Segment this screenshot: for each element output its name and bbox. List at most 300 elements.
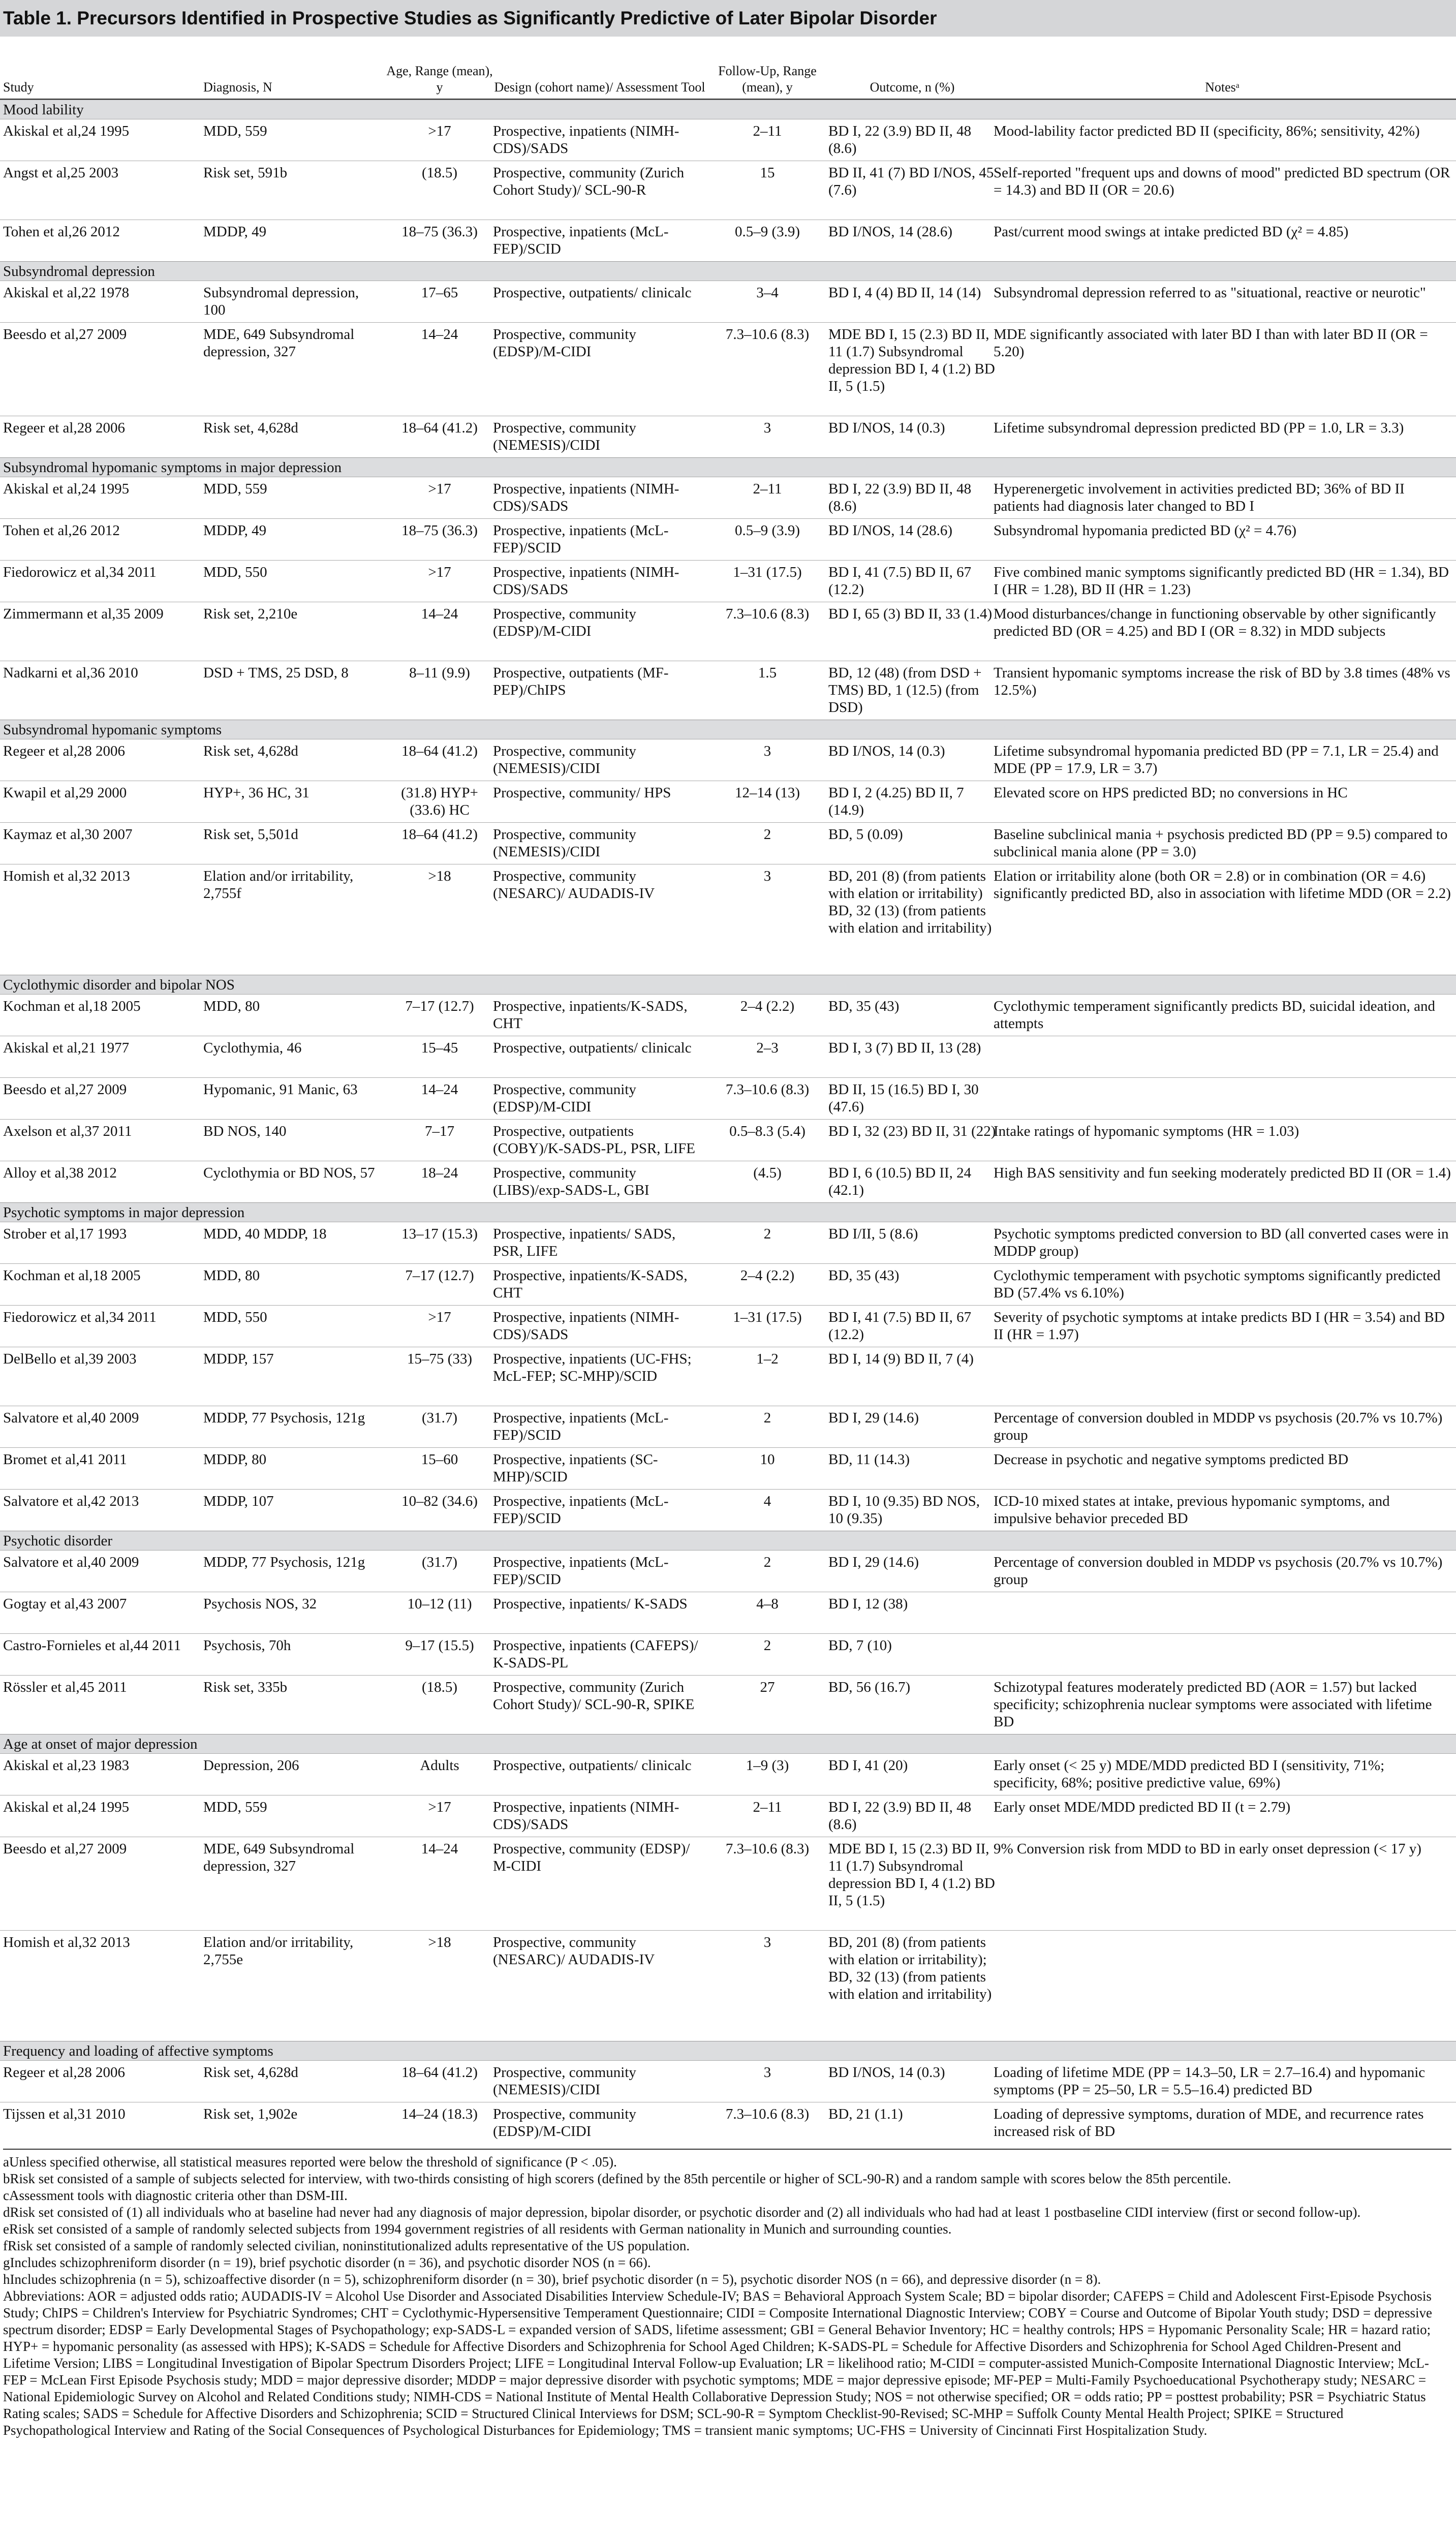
- cell-dx: MDD, 550: [203, 1309, 267, 1325]
- cell-age: 14–24: [421, 1081, 458, 1098]
- cell-dx: Elation and/or irritability, 2,755f: [203, 868, 354, 902]
- cell-study: Homish et al,32 2013: [3, 868, 130, 884]
- cell-fu: 3: [763, 743, 771, 759]
- footnote: dRisk set consisted of (1) all individuals who at baseline had never had any diagnosis of major depression, bipolar disorder, or psychotic disorder and (2) all individuals who had had at least 1 postbaseline CIDI interview (first or second follow-up).: [3, 2205, 1361, 2220]
- cell-design: Prospective, community (EDSP)/M-CIDI: [493, 326, 636, 360]
- cell-notes: Subsyndromal hypomania predicted BD (χ² = 4.76): [994, 522, 1297, 539]
- cell-study: Alloy et al,38 2012: [3, 1165, 117, 1181]
- cell-fu: 1–9 (3): [746, 1757, 789, 1774]
- table-row: [0, 822, 1456, 864]
- cell-dx: Depression, 206: [203, 1757, 299, 1774]
- cell-study: Fiedorowicz et al,34 2011: [3, 564, 157, 580]
- cell-dx: MDD, 559: [203, 481, 267, 497]
- cell-out: BD I/NOS, 14 (28.6): [828, 224, 953, 240]
- cell-notes: High BAS sensitivity and fun seeking moderately predicted BD II (OR = 1.4): [994, 1165, 1451, 1181]
- cell-age: 9–17 (15.5): [405, 1637, 474, 1654]
- cell-design: Prospective, inpatients (McL-FEP)/SCID: [493, 224, 669, 257]
- cell-notes: Lifetime subsyndromal depression predicted BD (PP = 1.0, LR = 3.3): [994, 420, 1404, 436]
- cell-fu: 2–4 (2.2): [740, 1267, 795, 1284]
- section-header: Subsyndromal hypomanic symptoms in major depression: [0, 457, 1456, 477]
- cell-age: 10–12 (11): [407, 1596, 472, 1612]
- cell-out: BD I, 41 (20): [828, 1757, 908, 1774]
- cell-age: >17: [428, 481, 451, 497]
- cell-design: Prospective, outpatients (COBY)/K-SADS-PL, PSR, LIFE: [493, 1123, 695, 1157]
- cell-notes: Mood disturbances/change in functioning observable by other significantly predicted BD (OR = 4.25) and BD I (OR = 8.32) in MDD subjects: [994, 606, 1436, 639]
- cell-notes: Intake ratings of hypomanic symptoms (HR = 1.03): [994, 1123, 1299, 1139]
- cell-age: 10–82 (34.6): [401, 1493, 478, 1509]
- cell-design: Prospective, outpatients/ clinicalc: [493, 285, 692, 301]
- cell-notes: Decrease in psychotic and negative symptoms predicted BD: [994, 1451, 1349, 1468]
- cell-fu: 15: [760, 165, 775, 181]
- cell-design: Prospective, inpatients (SC-MHP)/SCID: [493, 1451, 658, 1485]
- cell-study: Salvatore et al,40 2009: [3, 1554, 139, 1570]
- cell-dx: MDD, 550: [203, 564, 267, 580]
- cell-age: 14–24 (18.3): [401, 2106, 478, 2122]
- cell-notes: Baseline subclinical mania + psychosis predicted BD (PP = 9.5) compared to subclinical mania alone (PP = 3.0): [994, 826, 1448, 860]
- table-row: [0, 560, 1456, 602]
- cell-dx: MDE, 649 Subsyndromal depression, 327: [203, 1841, 355, 1874]
- cell-age: 7–17 (12.7): [405, 1267, 474, 1284]
- table-row: [0, 161, 1456, 220]
- cell-age: 18–64 (41.2): [401, 826, 478, 843]
- cell-out: BD, 201 (8) (from patients with elation or irritability) BD, 32 (13) (from patients with elation and irritability): [828, 868, 992, 936]
- section-header: Psychotic symptoms in major depression: [0, 1202, 1456, 1222]
- cell-design: Prospective, inpatients (NIMH-CDS)/SADS: [493, 564, 679, 598]
- cell-fu: 2–11: [753, 481, 782, 497]
- cell-design: Prospective, inpatients/K-SADS, CHT: [493, 1267, 688, 1301]
- cell-age: 7–17 (12.7): [405, 998, 474, 1014]
- cell-dx: MDDP, 77 Psychosis, 121g: [203, 1410, 365, 1426]
- cell-study: Akiskal et al,24 1995: [3, 481, 130, 497]
- footnote: Abbreviations: AOR = adjusted odds ratio; AUDADIS-IV = Alcohol Use Disorder and Associated Disabilities Interview Schedule-IV; BAS = Behavioral Approach System Scale; BD = bipolar disorder; CAFEPS = Child and Adolescent First-Episode Psychosis Study; ChIPS = Children's Interview for Psychiatric Syndromes; CHT = Cyclothymic-Hypersensitive Temperament Questionnaire; CIDI = Composite International Diagnostic Interview; COBY = Course and Outcome of Bipolar Youth study; DSD = depressive spectrum disorder; EDSP = Early Developmental Stages of Psychopathology; exp-SADS-L = expanded version of SADS, lifetime assessment; GBI = General Behavior Inventory; HC = healthy controls; HPS = Hypomanic Personality Scale; HR = hazard ratio; HYP+ = hypomanic personality (as assessed with HPS); K-SADS = Schedule for Affective Disorders and Schizophrenia for School Aged Children; K-SADS-PL = Schedule for Affective Disorders and Schizophrenia for School Aged Children-Present and Lifetime Version; LIBS = Longitudinal Investigation of Bipolar Spectrum Disorders Project; LIFE = Longitudinal Interval Follow-up Evaluation; LR = likelihood ratio; M-CIDI = computer-assisted Munich-Composite International Diagnostic Interview; McL-FEP = McLean First Episode Psychosis study; MDD = major depressive disorder; MDDP = major depressive disorder with psychotic symptoms; MDE = major depressive episode; MF-PEP = Multi-Family Psychoeducational Psychotherapy study; NESARC = National Epidemiologic Survey on Alcohol and Related Conditions study; NIMH-CDS = National Institute of Mental Health Collaborative Depression Study; NOS = not otherwise specified; OR = odds ratio; PP = posttest probability; PSR = Psychiatric Status Rating scales; SADS = Schedule for Affective Disorders and Schizophrenia; SCID = Structured Clinical Interviews for DSM; SCL-90-R = Symptom Checklist-90-Revised; SC-MHP = Suffolk County Mental Health Project; SPIKE = Structured Psychopathological Interview and Rating of the Social Consequences of Psychological Disturbances for Epidemiology; TMS = transient manic symptoms; UC-FHS = University of Cincinnati First Hospitalization Study.: [3, 2288, 1432, 2438]
- table-row: [0, 1550, 1456, 1592]
- cell-notes: Five combined manic symptoms significantly predicted BD (HR = 1.34), BD I (HR = 1.28), BD II (HR = 1.23): [994, 564, 1449, 598]
- cell-fu: 4–8: [756, 1596, 779, 1612]
- section-header: Frequency and loading of affective symptoms: [0, 2041, 1456, 2060]
- cell-notes: Percentage of conversion doubled in MDDP vs psychosis (20.7% vs 10.7%) group: [994, 1410, 1443, 1443]
- cell-design: Prospective, inpatients (McL-FEP)/SCID: [493, 1554, 669, 1588]
- cell-age: >17: [428, 564, 451, 580]
- cell-fu: 1–31 (17.5): [733, 1309, 802, 1325]
- table-row: [0, 1222, 1456, 1264]
- cell-design: Prospective, community (EDSP)/M-CIDI: [493, 2106, 636, 2140]
- header-outcome: Outcome, n (%): [870, 80, 955, 95]
- cell-out: BD I/NOS, 14 (0.3): [828, 420, 945, 436]
- cell-out: BD, 35 (43): [828, 1267, 900, 1284]
- cell-fu: 7.3–10.6 (8.3): [725, 326, 810, 343]
- cell-notes: Early onset MDE/MDD predicted BD II (t = 2.79): [994, 1799, 1291, 1815]
- table-row: [0, 1633, 1456, 1676]
- cell-fu: 3: [763, 868, 771, 884]
- cell-study: Regeer et al,28 2006: [3, 743, 125, 759]
- section-header: Psychotic disorder: [0, 1531, 1456, 1550]
- section-header: Mood lability: [0, 100, 1456, 119]
- cell-out: BD I, 29 (14.6): [828, 1554, 919, 1570]
- cell-design: Prospective, community (EDSP)/M-CIDI: [493, 606, 636, 639]
- table-row: [0, 1753, 1456, 1795]
- cell-age: 15–60: [421, 1451, 458, 1468]
- cell-dx: Risk set, 5,501d: [203, 826, 298, 843]
- cell-dx: Cyclothymia, 46: [203, 1040, 302, 1056]
- cell-out: BD, 12 (48) (from DSD + TMS) BD, 1 (12.5) (from DSD): [828, 665, 982, 716]
- cell-study: Beesdo et al,27 2009: [3, 326, 127, 343]
- table-title: Table 1. Precursors Identified in Prospective Studies as Significantly Predictive of Later Bipolar Disorder: [0, 0, 1456, 37]
- cell-study: Angst et al,25 2003: [3, 165, 119, 181]
- table-row: [0, 1592, 1456, 1634]
- cell-dx: Hypomanic, 91 Manic, 63: [203, 1081, 358, 1098]
- cell-study: Akiskal et al,24 1995: [3, 123, 130, 139]
- cell-fu: 3–4: [756, 285, 779, 301]
- cell-notes: Loading of depressive symptoms, duration of MDE, and recurrence rates increased risk of BD: [994, 2106, 1424, 2140]
- cell-dx: Risk set, 1,902e: [203, 2106, 298, 2122]
- footnote: aUnless specified otherwise, all statistical measures reported were below the threshold of significance (P < .05).: [3, 2154, 617, 2170]
- cell-study: Kochman et al,18 2005: [3, 998, 141, 1014]
- cell-study: Tohen et al,26 2012: [3, 522, 120, 539]
- cell-design: Prospective, inpatients/K-SADS, CHT: [493, 998, 688, 1032]
- cell-notes: Mood-lability factor predicted BD II (specificity, 86%; sensitivity, 42%): [994, 123, 1420, 139]
- cell-design: Prospective, community (LIBS)/exp-SADS-L, GBI: [493, 1165, 649, 1198]
- cell-dx: MDE, 649 Subsyndromal depression, 327: [203, 326, 355, 360]
- cell-age: 17–65: [421, 285, 458, 301]
- cell-notes: Transient hypomanic symptoms increase the risk of BD by 3.8 times (48% vs 12.5%): [994, 665, 1450, 698]
- cell-fu: 3: [763, 2064, 771, 2081]
- cell-study: Akiskal et al,23 1983: [3, 1757, 130, 1774]
- table-row: [0, 1347, 1456, 1406]
- section-header: Cyclothymic disorder and bipolar NOS: [0, 975, 1456, 994]
- cell-dx: Cyclothymia or BD NOS, 57: [203, 1165, 375, 1181]
- cell-age: 18–75 (36.3): [401, 224, 478, 240]
- cell-age: >17: [428, 1799, 451, 1815]
- cell-notes: Lifetime subsyndromal hypomania predicted BD (PP = 7.1, LR = 25.4) and MDE (PP = 17.9, LR = 3.7): [994, 743, 1439, 777]
- cell-out: BD, 7 (10): [828, 1637, 892, 1654]
- cell-notes: Elevated score on HPS predicted BD; no conversions in HC: [994, 785, 1348, 801]
- cell-study: Bromet et al,41 2011: [3, 1451, 127, 1468]
- cell-notes: Psychotic symptoms predicted conversion to BD (all converted cases were in MDDP group): [994, 1226, 1449, 1259]
- cell-design: Prospective, community/ HPS: [493, 785, 671, 801]
- cell-out: BD I/NOS, 14 (0.3): [828, 2064, 945, 2081]
- cell-notes: Schizotypal features moderately predicted BD (AOR = 1.57) but lacked specificity; schizophrenia nuclear symptoms were associated with lifetime BD: [994, 1679, 1432, 1730]
- section-header: Age at onset of major depression: [0, 1734, 1456, 1753]
- cell-age: 14–24: [421, 326, 458, 343]
- table-row: [0, 477, 1456, 519]
- cell-age: Adults: [420, 1757, 459, 1774]
- cell-notes: Self-reported "frequent ups and downs of mood" predicted BD spectrum (OR = 14.3) and BD II (OR = 20.6): [994, 165, 1450, 198]
- table-row: [0, 1675, 1456, 1734]
- cell-dx: MDDP, 49: [203, 224, 267, 240]
- cell-fu: 3: [763, 420, 771, 436]
- cell-design: Prospective, inpatients/ K-SADS: [493, 1596, 688, 1612]
- cell-design: Prospective, inpatients (NIMH-CDS)/SADS: [493, 1799, 679, 1833]
- cell-fu: 2–11: [753, 123, 782, 139]
- cell-design: Prospective, inpatients (NIMH-CDS)/SADS: [493, 481, 679, 514]
- cell-study: Akiskal et al,21 1977: [3, 1040, 130, 1056]
- header-followup: Follow-Up, Range (mean), y: [718, 64, 817, 95]
- cell-age: (18.5): [421, 165, 458, 181]
- table-row: [0, 1263, 1456, 1306]
- cell-out: BD I, 22 (3.9) BD II, 48 (8.6): [828, 481, 972, 514]
- footnote: hIncludes schizophrenia (n = 5), schizoaffective disorder (n = 5), schizophreniform disorder (n = 30), brief psychotic disorder (n = 5), psychotic disorder NOS (n = 66), and depressive disorder (n = 8).: [3, 2272, 1101, 2287]
- cell-age: (31.8) HYP+ (33.6) HC: [401, 785, 478, 818]
- cell-out: BD I, 3 (7) BD II, 13 (28): [828, 1040, 981, 1056]
- cell-notes: Cyclothymic temperament with psychotic symptoms significantly predicted BD (57.4% vs 6.10%): [994, 1267, 1441, 1301]
- cell-dx: Risk set, 4,628d: [203, 420, 298, 436]
- cell-study: Tijssen et al,31 2010: [3, 2106, 126, 2122]
- cell-study: Beesdo et al,27 2009: [3, 1081, 127, 1098]
- cell-dx: MDD, 559: [203, 123, 267, 139]
- cell-design: Prospective, outpatients (MF-PEP)/ChIPS: [493, 665, 669, 698]
- cell-notes: ICD-10 mixed states at intake, previous hypomanic symptoms, and impulsive behavior preceded BD: [994, 1493, 1390, 1527]
- table-row: [0, 220, 1456, 262]
- cell-study: Nadkarni et al,36 2010: [3, 665, 138, 681]
- cell-out: BD, 11 (14.3): [828, 1451, 910, 1468]
- table-row: [0, 119, 1456, 161]
- cell-out: BD I, 65 (3) BD II, 33 (1.4): [828, 606, 993, 622]
- cell-out: BD I/NOS, 14 (0.3): [828, 743, 945, 759]
- cell-design: Prospective, community (EDSP)/M-CIDI: [493, 1081, 636, 1115]
- table-row: [0, 281, 1456, 323]
- cell-notes: Hyperenergetic involvement in activities predicted BD; 36% of BD II patients had diagnosis later changed to BD I: [994, 481, 1405, 514]
- section-header: Subsyndromal depression: [0, 261, 1456, 281]
- cell-out: BD, 5 (0.09): [828, 826, 903, 843]
- cell-age: 8–11 (9.9): [409, 665, 470, 681]
- cell-study: Gogtay et al,43 2007: [3, 1596, 127, 1612]
- table-row: [0, 322, 1456, 416]
- cell-out: BD, 21 (1.1): [828, 2106, 903, 2122]
- cell-fu: 2: [763, 1554, 771, 1570]
- footnote: bRisk set consisted of a sample of subjects selected for interview, with two-thirds consisting of high scorers (defined by the 85th percentile or higher of SCL-90-R) and a random sample with scores below the 85th percentile.: [3, 2171, 1231, 2186]
- cell-dx: MDDP, 107: [203, 1493, 274, 1509]
- cell-age: >17: [428, 1309, 451, 1325]
- cell-notes: Severity of psychotic symptoms at intake predicts BD I (HR = 3.54) and BD II (HR = 1.97): [994, 1309, 1445, 1343]
- cell-out: BD I, 22 (3.9) BD II, 48 (8.6): [828, 123, 972, 157]
- cell-fu: 1.5: [758, 665, 777, 681]
- table-row: [0, 1119, 1456, 1161]
- footnote: fRisk set consisted of a sample of randomly selected civilian, noninstitutionalized adults representative of the US population.: [3, 2238, 690, 2253]
- cell-notes: Past/current mood swings at intake predicted BD (χ² = 4.85): [994, 224, 1349, 240]
- cell-out: BD I, 22 (3.9) BD II, 48 (8.6): [828, 1799, 972, 1833]
- cell-fu: 2: [763, 1226, 771, 1242]
- cell-fu: 0.5–9 (3.9): [734, 522, 800, 539]
- cell-design: Prospective, outpatients/ clinicalc: [493, 1040, 692, 1056]
- cell-dx: MDDP, 77 Psychosis, 121g: [203, 1554, 365, 1570]
- header-notes: Notesᵃ: [1205, 80, 1240, 95]
- cell-dx: Elation and/or irritability, 2,755e: [203, 1934, 354, 1968]
- cell-design: Prospective, inpatients (NIMH-CDS)/SADS: [493, 1309, 679, 1343]
- header-diagnosis: Diagnosis, N: [203, 80, 272, 95]
- cell-age: 13–17 (15.3): [401, 1226, 478, 1242]
- cell-dx: Risk set, 2,210e: [203, 606, 298, 622]
- cell-fu: 7.3–10.6 (8.3): [725, 2106, 810, 2122]
- table-row: [0, 1077, 1456, 1120]
- table-row: [0, 2060, 1456, 2102]
- cell-dx: Risk set, 4,628d: [203, 2064, 298, 2081]
- cell-study: Salvatore et al,40 2009: [3, 1410, 139, 1426]
- header-design: Design (cohort name)/ Assessment Tool: [494, 80, 705, 95]
- table-row: [0, 864, 1456, 975]
- cell-age: 14–24: [421, 606, 458, 622]
- cell-design: Prospective, inpatients (McL-FEP)/SCID: [493, 1410, 669, 1443]
- table-header: [0, 38, 1456, 100]
- cell-dx: MDDP, 157: [203, 1351, 274, 1367]
- table-row: [0, 994, 1456, 1036]
- cell-design: Prospective, community (NEMESIS)/CIDI: [493, 420, 636, 453]
- cell-fu: 2: [763, 1410, 771, 1426]
- cell-design: Prospective, community (NESARC)/ AUDADIS-IV: [493, 1934, 655, 1968]
- cell-study: Salvatore et al,42 2013: [3, 1493, 139, 1509]
- cell-fu: (4.5): [753, 1165, 782, 1181]
- cell-notes: Cyclothymic temperament significantly predicts BD, suicidal ideation, and attempts: [994, 998, 1435, 1032]
- cell-out: MDE BD I, 15 (2.3) BD II, 11 (1.7) Subsyndromal depression BD I, 4 (1.2) BD II, 5 (1.5): [828, 1841, 995, 1909]
- cell-dx: BD NOS, 140: [203, 1123, 287, 1139]
- cell-design: Prospective, inpatients (McL-FEP)/SCID: [493, 1493, 669, 1527]
- footnote: cAssessment tools with diagnostic criteria other than DSM-III.: [3, 2188, 348, 2203]
- cell-design: Prospective, inpatients (NIMH-CDS)/SADS: [493, 123, 679, 157]
- cell-age: 18–24: [421, 1165, 458, 1181]
- cell-out: BD I, 12 (38): [828, 1596, 908, 1612]
- cell-design: Prospective, community (NESARC)/ AUDADIS-IV: [493, 868, 655, 902]
- cell-design: Prospective, community (EDSP)/ M-CIDI: [493, 1841, 690, 1874]
- cell-notes: Early onset (< 25 y) MDE/MDD predicted BD I (sensitivity, 71%; specificity, 68%; positive predictive value, 69%): [994, 1757, 1385, 1791]
- cell-notes: Subsyndromal depression referred to as "situational, reactive or neurotic": [994, 285, 1426, 301]
- table-row: [0, 661, 1456, 720]
- cell-study: Axelson et al,37 2011: [3, 1123, 132, 1139]
- cell-age: 15–45: [421, 1040, 458, 1056]
- cell-age: 18–64 (41.2): [401, 2064, 478, 2081]
- cell-age: >18: [428, 1934, 451, 1950]
- table-row: [0, 2102, 1456, 2144]
- cell-dx: Psychosis NOS, 32: [203, 1596, 317, 1612]
- cell-fu: 3: [763, 1934, 771, 1950]
- cell-dx: MDD, 559: [203, 1799, 267, 1815]
- cell-out: BD I, 6 (10.5) BD II, 24 (42.1): [828, 1165, 972, 1198]
- cell-out: BD I, 29 (14.6): [828, 1410, 919, 1426]
- table-row: [0, 1406, 1456, 1448]
- cell-fu: 7.3–10.6 (8.3): [725, 1841, 810, 1857]
- cell-fu: 2–4 (2.2): [740, 998, 795, 1014]
- cell-out: BD, 35 (43): [828, 998, 900, 1014]
- cell-dx: HYP+, 36 HC, 31: [203, 785, 309, 801]
- footnote: gIncludes schizophreniform disorder (n = 19), brief psychotic disorder (n = 36), and psychotic disorder NOS (n = 66).: [3, 2255, 651, 2270]
- cell-out: BD I, 41 (7.5) BD II, 67 (12.2): [828, 1309, 972, 1343]
- cell-study: Kochman et al,18 2005: [3, 1267, 141, 1284]
- cell-dx: MDD, 40 MDDP, 18: [203, 1226, 327, 1242]
- cell-notes: Percentage of conversion doubled in MDDP vs psychosis (20.7% vs 10.7%) group: [994, 1554, 1443, 1588]
- cell-study: Strober et al,17 1993: [3, 1226, 127, 1242]
- cell-study: Beesdo et al,27 2009: [3, 1841, 127, 1857]
- cell-age: (31.7): [421, 1410, 458, 1426]
- cell-notes: Loading of lifetime MDE (PP = 14.3–50, LR = 2.7–16.4) and hypomanic symptoms (PP = 25–50, LR = 5.5–16.4) predicted BD: [994, 2064, 1426, 2098]
- cell-notes: Elation or irritability alone (both OR = 2.8) or in combination (OR = 4.6) significantly predicted BD, also in association with lifetime MDD (OR = 2.2): [994, 868, 1451, 902]
- cell-fu: 7.3–10.6 (8.3): [725, 606, 810, 622]
- cell-design: Prospective, inpatients (CAFEPS)/ K-SADS-PL: [493, 1637, 698, 1671]
- cell-study: Akiskal et al,22 1978: [3, 285, 130, 301]
- cell-fu: 10: [760, 1451, 775, 1468]
- cell-design: Prospective, inpatients (McL-FEP)/SCID: [493, 522, 669, 556]
- cell-study: Tohen et al,26 2012: [3, 224, 120, 240]
- cell-age: 7–17: [425, 1123, 454, 1139]
- table-row: [0, 1161, 1456, 1203]
- cell-out: BD, 201 (8) (from patients with elation or irritability); BD, 32 (13) (from patients with elation and irritability): [828, 1934, 992, 2002]
- cell-study: Zimmermann et al,35 2009: [3, 606, 164, 622]
- cell-notes: 9% Conversion risk from MDD to BD in early onset depression (< 17 y): [994, 1841, 1421, 1857]
- cell-age: 15–75 (33): [407, 1351, 473, 1367]
- header-age: Age, Range (mean), y: [386, 64, 493, 95]
- table-row: [0, 1447, 1456, 1490]
- cell-design: Prospective, community (Zurich Cohort Study)/ SCL-90-R: [493, 165, 685, 198]
- footnotes: [3, 2149, 1451, 2439]
- cell-fu: 2–3: [756, 1040, 779, 1056]
- cell-fu: 0.5–9 (3.9): [734, 224, 800, 240]
- cell-fu: 2–11: [753, 1799, 782, 1815]
- cell-dx: Subsyndromal depression, 100: [203, 285, 359, 318]
- cell-study: Akiskal et al,24 1995: [3, 1799, 130, 1815]
- table-row: [0, 1305, 1456, 1347]
- cell-out: BD I, 14 (9) BD II, 7 (4): [828, 1351, 974, 1367]
- cell-design: Prospective, inpatients/ SADS, PSR, LIFE: [493, 1226, 676, 1259]
- cell-age: 18–64 (41.2): [401, 420, 478, 436]
- cell-age: (31.7): [421, 1554, 458, 1570]
- cell-dx: MDDP, 80: [203, 1451, 267, 1468]
- table-row: [0, 602, 1456, 661]
- cell-age: 18–75 (36.3): [401, 522, 478, 539]
- cell-dx: MDD, 80: [203, 1267, 260, 1284]
- table-row: [0, 1837, 1456, 1931]
- cell-out: BD I/NOS, 14 (28.6): [828, 522, 953, 539]
- header-study: Study: [3, 80, 34, 95]
- cell-study: Regeer et al,28 2006: [3, 420, 125, 436]
- cell-age: >18: [428, 868, 451, 884]
- cell-out: BD I, 41 (7.5) BD II, 67 (12.2): [828, 564, 972, 598]
- cell-age: >17: [428, 123, 451, 139]
- cell-fu: 2: [763, 1637, 771, 1654]
- cell-design: Prospective, community (NEMESIS)/CIDI: [493, 826, 636, 860]
- cell-out: BD I, 10 (9.35) BD NOS, 10 (9.35): [828, 1493, 980, 1527]
- table-row: [0, 1489, 1456, 1531]
- cell-design: Prospective, community (NEMESIS)/CIDI: [493, 743, 636, 777]
- table-row: [0, 518, 1456, 561]
- cell-fu: 27: [760, 1679, 775, 1695]
- cell-fu: 1–2: [756, 1351, 779, 1367]
- cell-out: BD I, 32 (23) BD II, 31 (22): [828, 1123, 996, 1139]
- table-row: [0, 1036, 1456, 1078]
- table-row: [0, 739, 1456, 781]
- cell-dx: DSD + TMS, 25 DSD, 8: [203, 665, 349, 681]
- table-row: [0, 416, 1456, 458]
- table-row: [0, 1795, 1456, 1837]
- cell-study: Kwapil et al,29 2000: [3, 785, 127, 801]
- cell-out: BD I, 2 (4.25) BD II, 7 (14.9): [828, 785, 964, 818]
- cell-dx: Psychosis, 70h: [203, 1637, 291, 1654]
- cell-study: Kaymaz et al,30 2007: [3, 826, 133, 843]
- cell-fu: 2: [763, 826, 771, 843]
- cell-fu: 12–14 (13): [734, 785, 800, 801]
- cell-study: DelBello et al,39 2003: [3, 1351, 137, 1367]
- cell-dx: Risk set, 335b: [203, 1679, 288, 1695]
- cell-fu: 1–31 (17.5): [733, 564, 802, 580]
- cell-age: (18.5): [421, 1679, 458, 1695]
- cell-fu: 4: [763, 1493, 771, 1509]
- cell-study: Fiedorowicz et al,34 2011: [3, 1309, 157, 1325]
- footnote: eRisk set consisted of a sample of randomly selected subjects from 1994 government registries of all residents with German nationality in Munich and surrounding counties.: [3, 2221, 952, 2237]
- cell-design: Prospective, outpatients/ clinicalc: [493, 1757, 692, 1774]
- cell-out: BD II, 15 (16.5) BD I, 30 (47.6): [828, 1081, 979, 1115]
- cell-dx: MDDP, 49: [203, 522, 267, 539]
- cell-design: Prospective, community (NEMESIS)/CIDI: [493, 2064, 636, 2098]
- cell-notes: MDE significantly associated with later BD I than with later BD II (OR = 5.20): [994, 326, 1428, 360]
- cell-study: Castro-Fornieles et al,44 2011: [3, 1637, 181, 1654]
- cell-dx: MDD, 80: [203, 998, 260, 1014]
- cell-study: Rössler et al,45 2011: [3, 1679, 127, 1695]
